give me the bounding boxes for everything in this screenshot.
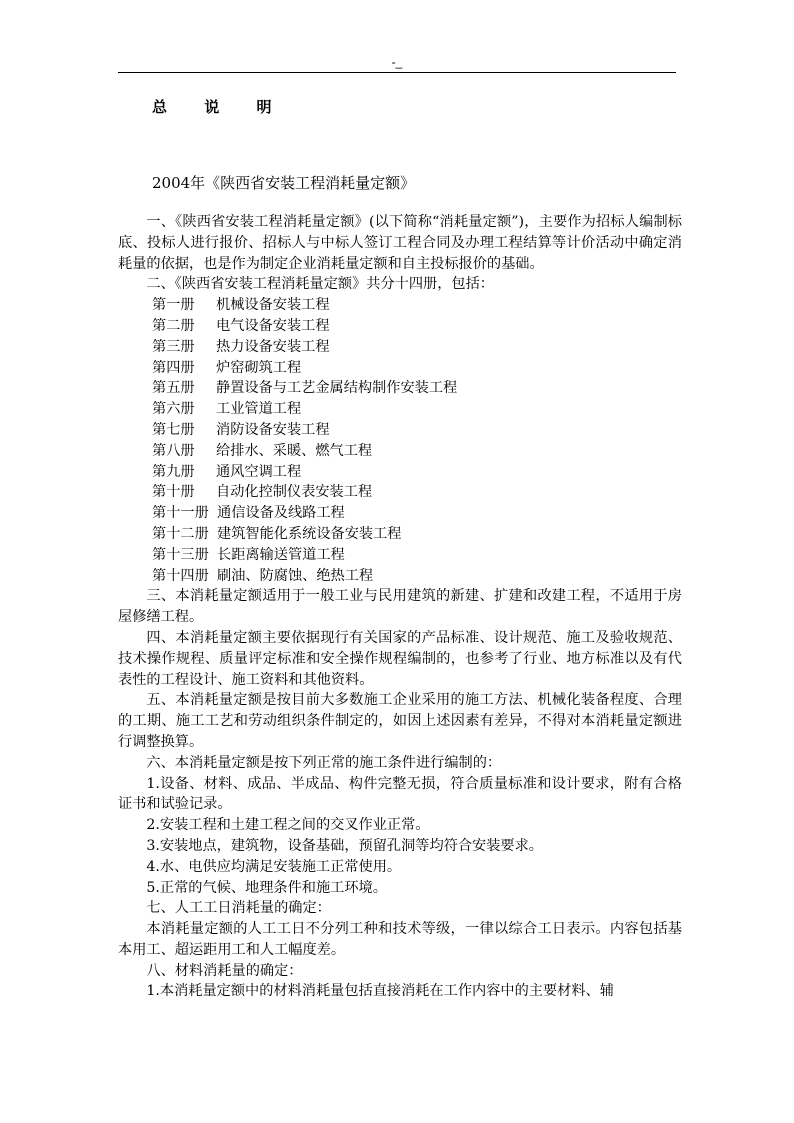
volume-name: 刷油、防腐蚀、绝热工程 [217, 567, 374, 584]
paragraph-6: 六、本消耗量定额是按下列正常的施工条件进行编制的： [146, 754, 502, 771]
volume-number: 第七册 [152, 421, 195, 438]
header-rule [118, 72, 676, 73]
volume-name: 热力设备安装工程 [216, 338, 330, 355]
volume-item [118, 441, 682, 462]
paragraph-6-item-4: 4.水、电供应均满足安装施工正常使用。 [146, 858, 402, 875]
document-subtitle: 2004年《陕西省安装工程消耗量定额》 [152, 174, 416, 192]
volume-number: 第十册 [152, 484, 195, 501]
paragraph-8-item-1: 1.本消耗量定额中的材料消耗量包括直接消耗在工作内容中的主要材料、辅 [146, 983, 614, 1000]
paragraph-4: 四、本消耗量定额主要依据现行有关国家的产品标准、设计规范、施工及验收规范、技术操作规程、质量评定标准和安全操作规程编制的，也参考了行业、地方标准以及有代表性的工程设计、施工资料和其他资料。 [118, 629, 682, 688]
volume-item [118, 295, 682, 316]
paragraph-6-item-3: 3.安装地点，建筑物，设备基础，预留孔洞等均符合安装要求。 [146, 837, 543, 854]
volume-name: 电气设备安装工程 [216, 317, 330, 334]
paragraph-7-body: 本消耗量定额的人工工日不分列工种和技术等级，一律以综合工日表示。内容包括基本用工、超运距用工和人工幅度差。 [118, 921, 682, 958]
volume-item [118, 358, 682, 379]
volume-name: 建筑智能化系统设备安装工程 [217, 525, 402, 542]
volume-name: 自动化控制仪表安装工程 [216, 484, 373, 501]
page-header-mark: -_ [391, 55, 403, 69]
volume-number: 第十二册 [152, 525, 209, 542]
paragraph-2: 二、《陕西省安装工程消耗量定额》共分十四册，包括： [146, 276, 494, 293]
volume-name: 工业管道工程 [216, 401, 302, 418]
volume-item [118, 420, 682, 441]
volume-name: 消防设备安装工程 [216, 421, 330, 438]
volume-number: 第十三册 [152, 546, 209, 563]
volume-name: 机械设备安装工程 [216, 297, 330, 314]
volume-item [118, 524, 682, 545]
volume-item [118, 462, 682, 483]
volume-number: 第十四册 [152, 567, 209, 584]
paragraph-1: 一、《陕西省安装工程消耗量定额》(以下简称“消耗量定额”)，主要作为招标人编制标底、投标人进行报价、招标人与中标人签订工程合同及办理工程结算等计价活动中确定消耗量的依据，也是作为制定企业消耗量定额和自主投标报价的基础。 [118, 214, 682, 272]
document-body [118, 212, 682, 1002]
volume-name: 给排水、采暖、燃气工程 [216, 442, 373, 459]
volume-number: 第四册 [152, 359, 195, 376]
volume-item [118, 566, 682, 587]
volume-name: 静置设备与工艺金属结构制作安装工程 [216, 380, 458, 397]
volume-number: 第六册 [152, 401, 195, 418]
volume-number: 第一册 [152, 297, 195, 314]
volume-number: 第二册 [152, 317, 195, 334]
volume-item [118, 545, 682, 566]
volume-name: 通风空调工程 [216, 463, 302, 480]
paragraph-6-item-5: 5.正常的气候、地理条件和施工环境。 [146, 879, 387, 896]
volume-number: 第三册 [152, 338, 195, 355]
paragraph-6-item-1: 1.设备、材料、成品、半成品、构件完整无损，符合质量标准和设计要求，附有合格证书和试验记录。 [118, 775, 682, 813]
volume-item [118, 378, 682, 399]
paragraph-7: 七、人工工日消耗量的确定： [146, 900, 331, 917]
paragraph-3: 三、本消耗量定额适用于一般工业与民用建筑的新建、扩建和改建工程，不适用于房屋修缮工程。 [118, 588, 682, 626]
volume-name: 通信设备及线路工程 [217, 505, 345, 522]
volume-name: 炉窑砌筑工程 [216, 359, 302, 376]
volume-name: 长距离输送管道工程 [217, 546, 345, 563]
volume-number: 第十一册 [152, 505, 209, 522]
volume-item [118, 482, 682, 503]
volume-list [118, 295, 682, 586]
volume-item [118, 399, 682, 420]
volume-number: 第五册 [152, 380, 195, 397]
volume-number: 第九册 [152, 463, 195, 480]
volume-item [118, 316, 682, 337]
paragraph-5: 五、本消耗量定额是按目前大多数施工企业采用的施工方法、机械化装备程度、合理的工期、施工工艺和劳动组织条件制定的，如因上述因素有差异，不得对本消耗量定额进行调整换算。 [118, 692, 682, 750]
volume-number: 第八册 [152, 442, 195, 459]
document-title: 总 说 明 [152, 98, 288, 116]
paragraph-8: 八、材料消耗量的确定： [146, 962, 303, 979]
volume-item [118, 503, 682, 524]
volume-item [118, 337, 682, 358]
paragraph-6-item-2: 2.安装工程和土建工程之间的交叉作业正常。 [146, 817, 430, 834]
